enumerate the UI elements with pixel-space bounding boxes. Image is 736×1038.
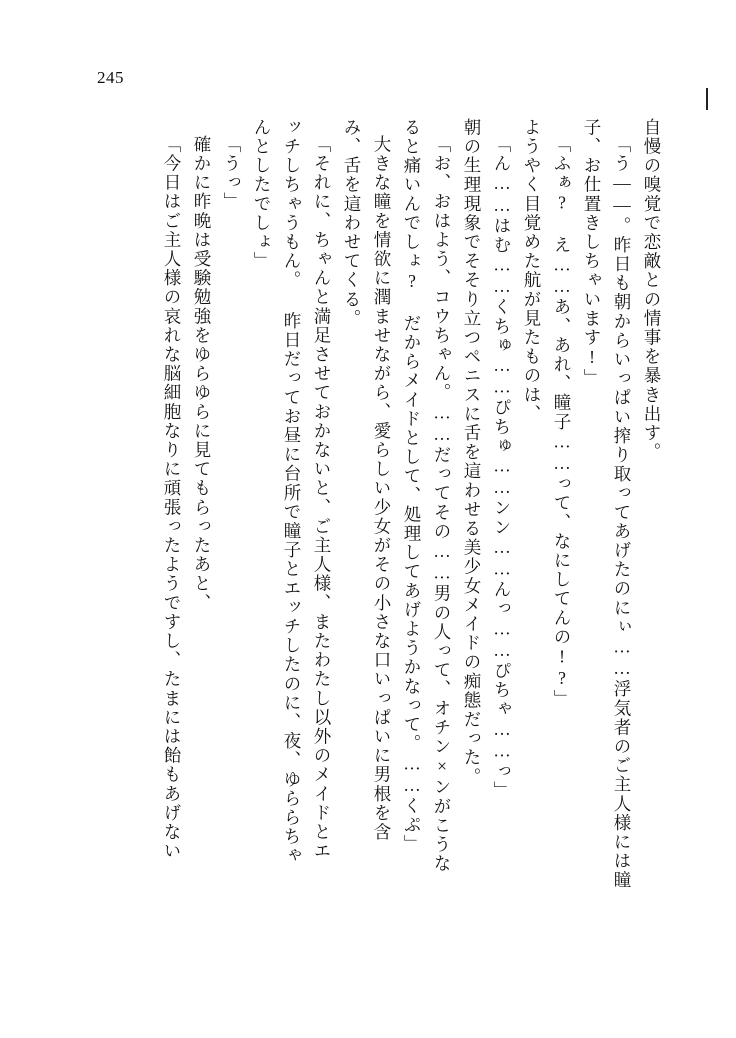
text-column: んとしたでしょ」 xyxy=(252,118,272,271)
text-column: 「ふぁ? え……あ、あれ、瞳子……って、なにしてんの!?」 xyxy=(552,135,572,709)
text-column: 「う――。昨日も朝からいっぱい搾り取ってあげたのにぃ……浮気者のご主人様には瞳 xyxy=(612,135,632,890)
text-column: 大きな瞳を情欲に潤ませながら、愛らしい少女がその小さな口いっぱいに男根を含 xyxy=(372,135,392,842)
text-column: 朝の生理現象でそそり立つペニスに舌を這わせる美少女メイドの痴態だった。 xyxy=(462,118,482,787)
text-column: ると痛いんでしょ? だからメイドとして、処理してあげようかなって。……くぷ」 xyxy=(402,118,422,854)
text-column: ようやく目覚めた航が見たものは、 xyxy=(522,118,542,424)
text-column: 「ん……はむ……くちゅ……ぴちゅ……ンン……んっ……ぴちゃ……っ」 xyxy=(492,135,512,801)
text-column: 子、お仕置きしちゃいます!」 xyxy=(582,118,602,388)
text-column: 確かに昨晩は受験勉強をゆらゆらに見てもらったあと、 xyxy=(192,135,212,613)
edge-crop-mark xyxy=(706,88,708,110)
text-column: み、舌を這わせてくる。 xyxy=(342,118,362,329)
text-column: 「お、おはよう、コウちゃん。……だってその……男の人って、オチン×ンがこうな xyxy=(432,135,452,874)
page-number: 245 xyxy=(97,68,124,87)
text-column: 「今日はご主人様の哀れな脳細胞なりに頑張ったようですし、たまには飴もあげない xyxy=(162,135,182,861)
vertical-text-body xyxy=(76,118,660,970)
text-column: ッチしちゃうもん。 昨日だってお昼に台所で瞳子とエッチしたのに、夜、ゆららちゃ xyxy=(282,118,302,866)
text-column: 「うっ」 xyxy=(222,135,242,212)
text-column: 自慢の嗅覚で恋敵との情事を暴き出す。 xyxy=(642,118,662,462)
text-column: 「それに、ちゃんと満足させておかないと、ご主人様、またわたし以外のメイドとエ xyxy=(312,135,332,861)
